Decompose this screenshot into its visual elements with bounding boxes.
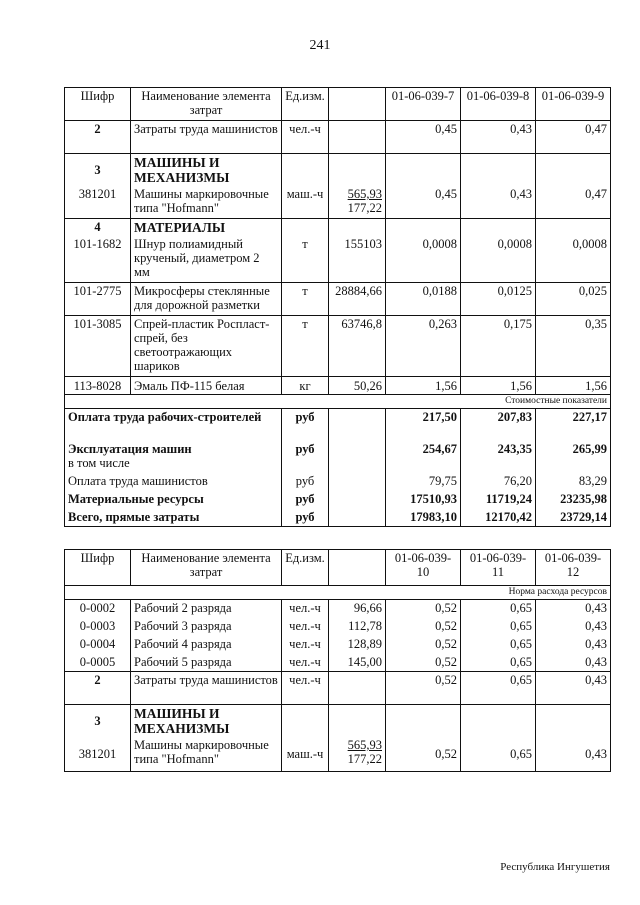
cost-caption: Стоимостные показатели <box>65 395 611 409</box>
table-row <box>65 283 611 316</box>
row-price <box>329 121 386 154</box>
section-title: МАТЕРИАЛЫ <box>131 218 282 236</box>
table-row <box>65 636 611 654</box>
cost-value-2: 11719,24 <box>461 491 536 509</box>
row-value-1: 1,56 <box>386 377 461 395</box>
cost-row <box>65 441 611 473</box>
row-value-1: 0,52 <box>386 737 461 771</box>
table-row <box>65 672 611 705</box>
row-price: 63746,8 <box>329 316 386 377</box>
row-value-2: 0,43 <box>461 121 536 154</box>
row-price <box>329 186 386 218</box>
row-name: Машины маркировочные типа "Hofmann" <box>131 737 282 771</box>
row-value-2: 0,65 <box>461 600 536 618</box>
row-value-1: 0,45 <box>386 186 461 218</box>
row-name: Рабочий 3 разряда <box>131 618 282 636</box>
row-value-1: 0,52 <box>386 654 461 672</box>
table-row <box>65 377 611 395</box>
price-denominator: 177,22 <box>347 201 382 215</box>
row-code: 2 <box>65 121 131 154</box>
row-unit: т <box>282 283 329 316</box>
row-value-2: 0,65 <box>461 672 536 705</box>
row-unit: чел.-ч <box>282 636 329 654</box>
row-value-1: 0,52 <box>386 618 461 636</box>
table-header-row <box>65 88 611 121</box>
table-row <box>65 618 611 636</box>
section-code: 3 <box>65 154 131 187</box>
row-value-1: 0,52 <box>386 636 461 654</box>
row-value-3: 0,0008 <box>536 236 611 283</box>
row-value-1: 0,52 <box>386 600 461 618</box>
cost-value-1: 17510,93 <box>386 491 461 509</box>
row-code: 381201 <box>65 186 131 218</box>
section-code: 3 <box>65 705 131 738</box>
cost-value-3: 23235,98 <box>536 491 611 509</box>
row-unit: чел.-ч <box>282 121 329 154</box>
row-value-3: 0,43 <box>536 636 611 654</box>
row-code: 101-2775 <box>65 283 131 316</box>
row-name: Эмаль ПФ-115 белая <box>131 377 282 395</box>
row-code: 101-1682 <box>65 236 131 283</box>
row-price: 128,89 <box>329 636 386 654</box>
row-unit: маш.-ч <box>282 186 329 218</box>
price-numerator: 565,93 <box>347 738 382 752</box>
cost-row <box>65 491 611 509</box>
row-value-3: 0,43 <box>536 737 611 771</box>
header-col-3: 01-06-039-12 <box>536 550 611 586</box>
cost-value-1: 17983,10 <box>386 509 461 527</box>
row-value-2: 0,65 <box>461 618 536 636</box>
cost-unit: руб <box>282 473 329 491</box>
cost-title: Эксплуатация машин <box>68 441 192 456</box>
section-code: 4 <box>65 218 131 236</box>
cost-name: Оплата труда машинистов <box>65 473 282 491</box>
cost-value-3: 23729,14 <box>536 509 611 527</box>
row-price: 96,66 <box>329 600 386 618</box>
row-value-2: 0,65 <box>461 737 536 771</box>
cost-name: Материальные ресурсы <box>65 491 282 509</box>
row-name: Шнур полиамидный крученый, диаметром 2 мм <box>131 236 282 283</box>
row-value-1: 0,0188 <box>386 283 461 316</box>
header-unit: Ед.изм. <box>282 550 329 586</box>
row-unit: чел.-ч <box>282 654 329 672</box>
cost-value-1: 254,67 <box>386 441 461 473</box>
cost-value-1: 79,75 <box>386 473 461 491</box>
header-col-2: 01-06-039-11 <box>461 550 536 586</box>
header-price <box>329 550 386 586</box>
cost-total-row <box>65 509 611 527</box>
header-name: Наименование элемента затрат <box>131 88 282 121</box>
row-price: 50,26 <box>329 377 386 395</box>
cost-row <box>65 409 611 441</box>
estimate-table-1 <box>64 87 611 527</box>
cost-unit: руб <box>282 491 329 509</box>
row-value-2: 0,0125 <box>461 283 536 316</box>
row-value-3: 1,56 <box>536 377 611 395</box>
section-title: МАШИНЫ И МЕХАНИЗМЫ <box>131 154 282 187</box>
price-numerator: 565,93 <box>347 187 382 201</box>
table-row <box>65 186 611 218</box>
row-value-2: 0,65 <box>461 654 536 672</box>
norm-caption-row <box>65 586 611 600</box>
section-row <box>65 218 611 236</box>
header-col-1: 01-06-039-7 <box>386 88 461 121</box>
header-price <box>329 88 386 121</box>
cost-name: Оплата труда рабочих-строителей <box>65 409 282 441</box>
row-value-3: 0,47 <box>536 186 611 218</box>
cost-value-1: 217,50 <box>386 409 461 441</box>
header-col-2: 01-06-039-8 <box>461 88 536 121</box>
row-code: 0-0005 <box>65 654 131 672</box>
price-denominator: 177,22 <box>347 752 382 766</box>
row-code: 0-0003 <box>65 618 131 636</box>
cost-value-2: 76,20 <box>461 473 536 491</box>
header-col-3: 01-06-039-9 <box>536 88 611 121</box>
row-value-2: 0,175 <box>461 316 536 377</box>
cost-value-2: 12170,42 <box>461 509 536 527</box>
page-number: 241 <box>309 38 331 53</box>
row-unit: чел.-ч <box>282 618 329 636</box>
cost-unit: руб <box>282 509 329 527</box>
cost-unit: руб <box>282 409 329 441</box>
row-price <box>329 672 386 705</box>
row-unit: чел.-ч <box>282 600 329 618</box>
row-value-2: 0,0008 <box>461 236 536 283</box>
row-value-3: 0,35 <box>536 316 611 377</box>
header-name: Наименование элемента затрат <box>131 550 282 586</box>
row-name: Рабочий 5 разряда <box>131 654 282 672</box>
table-row <box>65 236 611 283</box>
cost-value-3: 265,99 <box>536 441 611 473</box>
header-col-1: 01-06-039-10 <box>386 550 461 586</box>
cost-subtitle: в том числе <box>68 455 130 470</box>
row-code: 0-0002 <box>65 600 131 618</box>
cost-value-2: 207,83 <box>461 409 536 441</box>
row-value-2: 1,56 <box>461 377 536 395</box>
row-price: 145,00 <box>329 654 386 672</box>
cost-value-3: 83,29 <box>536 473 611 491</box>
row-value-1: 0,263 <box>386 316 461 377</box>
row-code: 381201 <box>65 737 131 771</box>
row-code: 113-8028 <box>65 377 131 395</box>
row-unit: т <box>282 316 329 377</box>
row-name: Рабочий 4 разряда <box>131 636 282 654</box>
row-value-1: 0,52 <box>386 672 461 705</box>
row-unit: т <box>282 236 329 283</box>
row-value-3: 0,43 <box>536 672 611 705</box>
row-value-3: 0,43 <box>536 654 611 672</box>
row-name: Затраты труда машинистов <box>131 121 282 154</box>
row-value-3: 0,47 <box>536 121 611 154</box>
row-value-2: 0,65 <box>461 636 536 654</box>
row-price: 155103 <box>329 236 386 283</box>
header-code: Шифр <box>65 88 131 121</box>
cost-caption-row <box>65 395 611 409</box>
row-value-3: 0,43 <box>536 618 611 636</box>
cost-name: Всего, прямые затраты <box>65 509 282 527</box>
table-row <box>65 600 611 618</box>
row-value-3: 0,43 <box>536 600 611 618</box>
row-name: Рабочий 2 разряда <box>131 600 282 618</box>
row-value-3: 0,025 <box>536 283 611 316</box>
row-unit: маш.-ч <box>282 737 329 771</box>
table-header-row <box>65 550 611 586</box>
estimate-table-2 <box>64 549 611 772</box>
row-price: 112,78 <box>329 618 386 636</box>
section-title: МАШИНЫ И МЕХАНИЗМЫ <box>131 705 282 738</box>
row-name: Машины маркировочные типа "Hofmann" <box>131 186 282 218</box>
row-unit: кг <box>282 377 329 395</box>
row-code: 0-0004 <box>65 636 131 654</box>
cost-value-3: 227,17 <box>536 409 611 441</box>
table-row <box>65 654 611 672</box>
cost-name <box>65 441 282 473</box>
row-value-1: 0,45 <box>386 121 461 154</box>
row-code: 2 <box>65 672 131 705</box>
row-name: Затраты труда машинистов <box>131 672 282 705</box>
row-value-1: 0,0008 <box>386 236 461 283</box>
row-price: 28884,66 <box>329 283 386 316</box>
cost-value-2: 243,35 <box>461 441 536 473</box>
row-code: 101-3085 <box>65 316 131 377</box>
section-row <box>65 154 611 187</box>
footer-region-label: Республика Ингушетия <box>500 861 610 873</box>
cost-unit: руб <box>282 441 329 473</box>
row-price <box>329 737 386 771</box>
row-value-2: 0,43 <box>461 186 536 218</box>
section-row <box>65 705 611 738</box>
cost-row <box>65 473 611 491</box>
norm-caption: Норма расхода ресурсов <box>65 586 611 600</box>
table-row <box>65 737 611 771</box>
row-name: Микросферы стеклянные для дорожной разметки <box>131 283 282 316</box>
table-row <box>65 121 611 154</box>
header-code: Шифр <box>65 550 131 586</box>
table-row <box>65 316 611 377</box>
row-unit: чел.-ч <box>282 672 329 705</box>
row-name: Спрей-пластик Роспласт-спрей, без светоотражающих шариков <box>131 316 282 377</box>
header-unit: Ед.изм. <box>282 88 329 121</box>
